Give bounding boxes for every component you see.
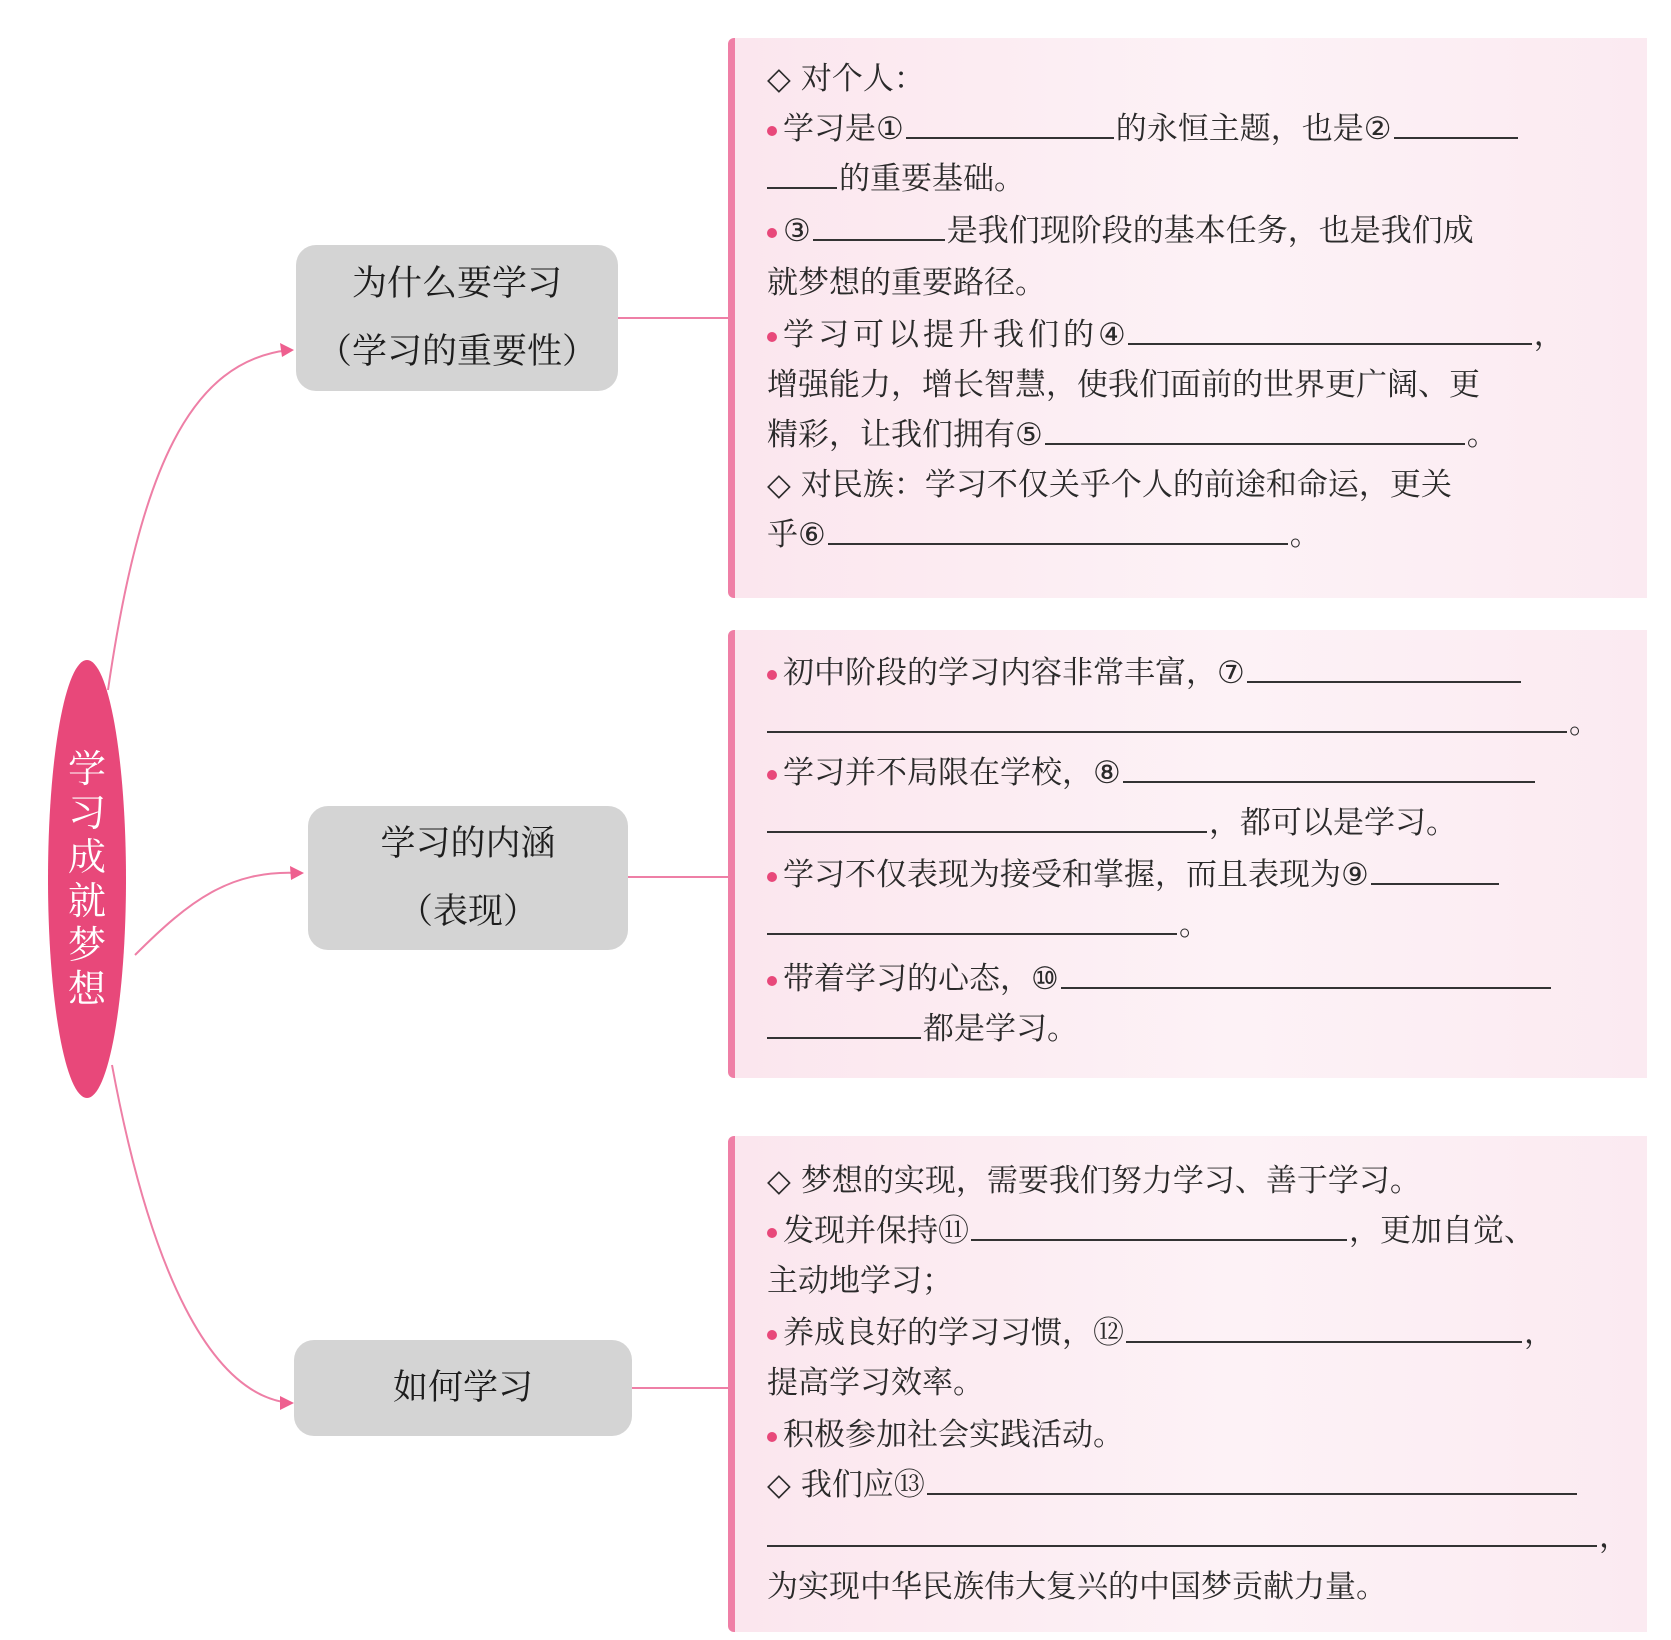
text: ，更加自觉、 <box>1349 1213 1535 1249</box>
bullet-dot-icon <box>767 228 777 238</box>
text: 对个人： <box>800 61 925 97</box>
line <box>767 1314 1647 1352</box>
blank-number: ③ <box>783 213 811 249</box>
text: 是我们现阶段的基本任务，也是我们成 <box>946 213 1474 249</box>
panel-connotation <box>728 630 1647 1078</box>
connector-to-method <box>112 1065 290 1403</box>
text: ，都可以是学习。 <box>1209 805 1457 841</box>
text: 。 <box>1179 907 1210 943</box>
fill-blank[interactable] <box>767 725 1567 733</box>
text: 学习是 <box>783 111 876 147</box>
line <box>767 1416 1647 1454</box>
text: 学习可以提升我们的 <box>783 317 1098 353</box>
fill-blank[interactable] <box>1247 675 1521 683</box>
text: ， <box>1533 317 1565 353</box>
bullet-dot-icon <box>767 976 777 986</box>
text: 乎 <box>767 517 798 553</box>
line <box>767 60 1647 98</box>
fill-blank[interactable] <box>767 825 1207 833</box>
line <box>767 804 1647 842</box>
text: 都是学习。 <box>923 1011 1078 1047</box>
line <box>767 110 1647 148</box>
bullet-dot-icon <box>767 770 777 780</box>
fill-blank[interactable] <box>828 537 1288 545</box>
panel-importance <box>728 38 1647 598</box>
bullet-dot-icon <box>767 670 777 680</box>
text: 带着学习的心态， <box>783 961 1031 997</box>
topic-connotation <box>308 806 628 950</box>
line <box>767 1162 1647 1200</box>
line <box>767 754 1647 792</box>
blank-number: ⑧ <box>1093 755 1121 791</box>
fill-blank[interactable] <box>1128 337 1532 345</box>
text: 积极参加社会实践活动。 <box>783 1417 1124 1453</box>
fill-blank[interactable] <box>1126 1335 1522 1343</box>
line <box>767 1568 1647 1606</box>
connector-to-connotation <box>135 873 298 955</box>
arrowhead-importance <box>280 343 294 357</box>
fill-blank[interactable] <box>767 927 1177 935</box>
text: 我们应 <box>800 1467 894 1503</box>
text: 学习不仅表现为接受和掌握，而且表现为 <box>783 857 1341 893</box>
fill-blank[interactable] <box>1371 877 1499 885</box>
bullet-dot-icon <box>767 872 777 882</box>
text: 初中阶段的学习内容非常丰富， <box>783 655 1217 691</box>
blank-number: ⑥ <box>798 517 826 553</box>
diamond-icon: ◇ <box>767 61 791 97</box>
root-label: 学习成就梦想 <box>67 747 106 1011</box>
line <box>767 416 1647 454</box>
line <box>767 704 1647 742</box>
text: 学习并不局限在学校， <box>783 755 1093 791</box>
line <box>767 856 1647 894</box>
line <box>767 466 1647 504</box>
arrowhead-connotation <box>290 866 304 880</box>
connector-to-importance <box>108 350 290 690</box>
diamond-icon: ◇ <box>767 467 791 503</box>
line <box>767 1518 1647 1556</box>
text: 增强能力，增长智慧，使我们面前的世界更广阔、更 <box>767 367 1480 403</box>
line <box>767 1466 1647 1504</box>
line <box>767 1262 1647 1300</box>
text: 的重要基础。 <box>839 161 1025 197</box>
bullet-dot-icon <box>767 332 777 342</box>
fill-blank[interactable] <box>767 1539 1597 1547</box>
blank-number: ④ <box>1098 317 1126 353</box>
text: 的永恒主题，也是 <box>1115 111 1364 147</box>
fill-blank[interactable] <box>813 233 945 241</box>
diamond-icon: ◇ <box>767 1467 791 1503</box>
line <box>767 1010 1647 1048</box>
fill-blank[interactable] <box>1394 131 1518 139</box>
line <box>767 366 1647 404</box>
fill-blank[interactable] <box>1061 981 1551 989</box>
text: 。 <box>1289 517 1321 553</box>
panel-method <box>728 1136 1647 1632</box>
fill-blank[interactable] <box>767 1031 921 1039</box>
line <box>767 516 1647 554</box>
topic-importance-subtitle: （学习的重要性） <box>316 332 597 372</box>
bullet-dot-icon <box>767 1330 777 1340</box>
line <box>767 316 1647 354</box>
blank-number: ① <box>876 111 904 147</box>
text: 提高学习效率。 <box>767 1365 984 1401</box>
line <box>767 906 1647 944</box>
diamond-icon: ◇ <box>767 1163 791 1199</box>
topic-importance <box>296 245 618 391</box>
fill-blank[interactable] <box>1045 437 1465 445</box>
blank-number: ⑦ <box>1217 655 1245 691</box>
topic-method-title: 如何学习 <box>392 1368 533 1408</box>
line <box>767 1364 1647 1402</box>
text: 精彩，让我们拥有 <box>767 417 1015 453</box>
topic-connotation-subtitle: （表现） <box>397 892 538 932</box>
blank-number: ⑬ <box>893 1467 925 1503</box>
text: 。 <box>1569 705 1600 741</box>
blank-number: ⑩ <box>1031 961 1059 997</box>
text: 为实现中华民族伟大复兴的中国梦贡献力量。 <box>767 1569 1387 1605</box>
line <box>767 264 1647 302</box>
topic-connotation-title: 学习的内涵 <box>380 824 556 864</box>
fill-blank[interactable] <box>1123 775 1535 783</box>
text: 就梦想的重要路径。 <box>767 265 1046 301</box>
text: 养成良好的学习习惯， <box>783 1315 1093 1351</box>
blank-number: ② <box>1363 111 1392 147</box>
fill-blank[interactable] <box>927 1487 1577 1495</box>
text: 。 <box>1466 417 1498 453</box>
fill-blank[interactable] <box>767 181 837 189</box>
blank-number: ⑫ <box>1093 1315 1124 1351</box>
line <box>767 654 1647 692</box>
text: ， <box>1524 1315 1555 1351</box>
fill-blank[interactable] <box>906 131 1114 139</box>
text: 梦想的实现，需要我们努力学习、善于学习。 <box>800 1163 1421 1199</box>
topic-method <box>294 1340 632 1436</box>
line <box>767 160 1647 198</box>
blank-number: ⑨ <box>1341 857 1369 893</box>
line <box>767 212 1647 250</box>
text: ， <box>1599 1519 1630 1555</box>
topic-importance-title: 为什么要学习 <box>351 264 562 304</box>
root-node <box>48 660 126 1098</box>
fill-blank[interactable] <box>971 1233 1347 1241</box>
line <box>767 960 1647 998</box>
text: 主动地学习； <box>767 1263 953 1299</box>
line <box>767 1212 1647 1250</box>
blank-number: ⑪ <box>938 1213 969 1249</box>
bullet-dot-icon <box>767 126 777 136</box>
text: 发现并保持 <box>783 1213 938 1249</box>
text: 对民族：学习不仅关乎个人的前途和命运，更关 <box>800 467 1452 503</box>
blank-number: ⑤ <box>1015 417 1043 453</box>
arrowhead-method <box>280 1396 294 1410</box>
bullet-dot-icon <box>767 1432 777 1442</box>
bullet-dot-icon <box>767 1228 777 1238</box>
